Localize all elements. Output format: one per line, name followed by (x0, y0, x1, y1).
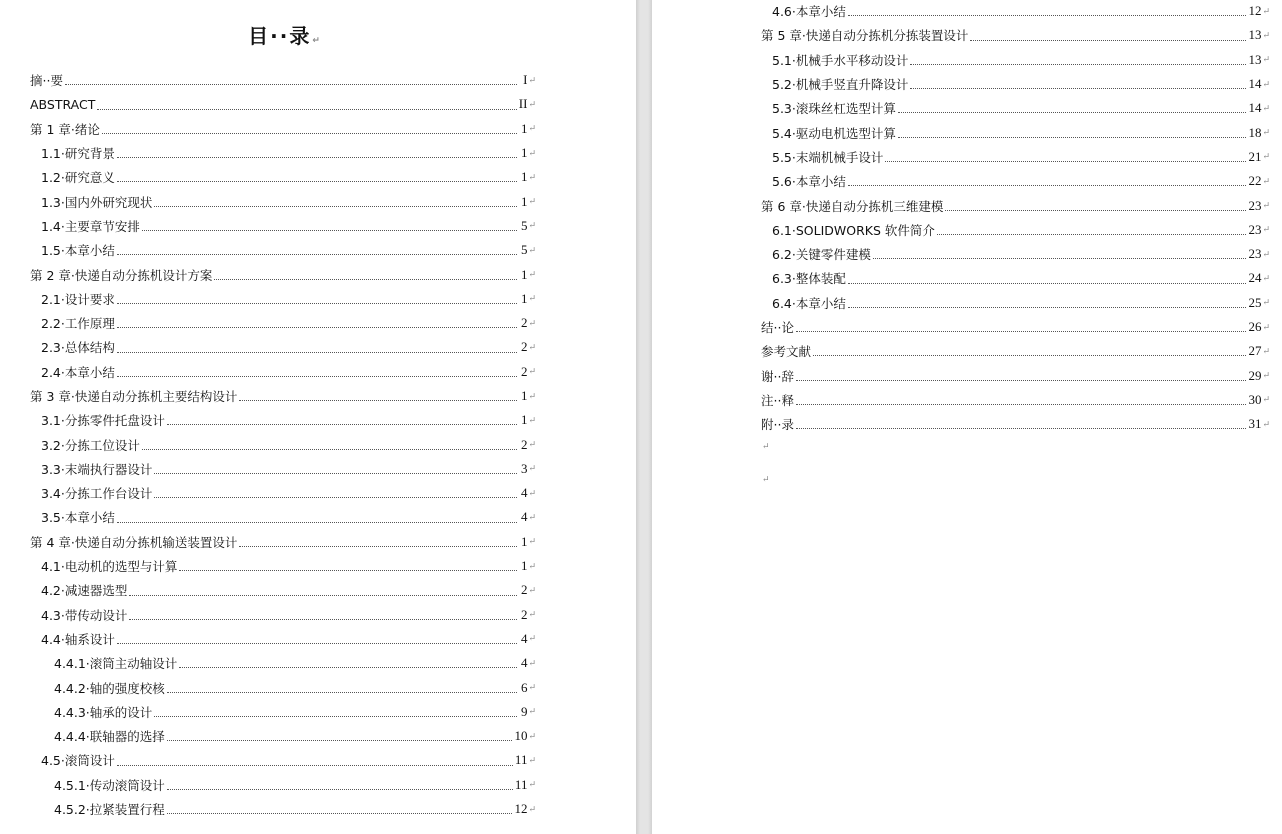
toc-entry-label: 2.1·设计要求 (41, 291, 115, 307)
toc-entry[interactable] (30, 360, 536, 384)
toc-entry-page-number: 11 (514, 752, 528, 768)
dot-leader (848, 307, 1247, 308)
toc-entry-label: 5.4·驱动电机选型计算 (772, 125, 896, 141)
paragraph-mark: ↵ (528, 754, 536, 765)
dot-leader (848, 283, 1247, 284)
toc-entry-page-number: 2 (520, 363, 528, 379)
paragraph-mark: ↵ (528, 390, 536, 401)
paragraph-mark: ↵ (1262, 272, 1270, 283)
toc-entry-label: 4.4.1·滚筒主动轴设计 (54, 656, 178, 672)
paragraph-mark: ↵ (1262, 418, 1270, 429)
toc-entry[interactable] (761, 218, 1270, 242)
dot-leader (154, 497, 517, 498)
paragraph-mark: ↵ (528, 366, 536, 377)
paragraph-mark: ↵ (528, 220, 536, 231)
dot-leader (796, 428, 1247, 429)
toc-entry-label: 3.1·分拣零件托盘设计 (41, 413, 165, 429)
toc-entry[interactable] (761, 120, 1270, 144)
toc-entry-label: 5.1·机械手水平移动设计 (772, 52, 909, 68)
dot-leader (142, 230, 518, 231)
toc-entry-label: 参考文献 (761, 344, 812, 360)
toc-entry-label: 5.5·末端机械手设计 (772, 149, 884, 165)
toc-entry[interactable] (30, 603, 536, 627)
toc-entry-page-number: 22 (1248, 173, 1262, 189)
toc-entry[interactable] (761, 0, 1270, 23)
toc-entry[interactable] (30, 578, 536, 602)
toc-entry-page-number: 2 (520, 339, 528, 355)
paragraph-mark: ↵ (528, 341, 536, 352)
toc-entry[interactable] (30, 92, 536, 116)
toc-entry[interactable] (30, 505, 536, 529)
paragraph-mark: ↵ (1262, 102, 1270, 113)
paragraph-mark: ↵ (528, 803, 536, 814)
toc-entry-page-number: 1 (520, 193, 528, 209)
toc-entry-label: 3.3·末端执行器设计 (41, 461, 153, 477)
toc-entry-label: 第 6 章·快递自动分拣机三维建模 (761, 198, 944, 214)
empty-paragraph-mark: ↵ (762, 474, 770, 484)
toc-entry[interactable] (30, 554, 536, 578)
toc-entry-page-number: 23 (1248, 246, 1262, 262)
paragraph-mark: ↵ (1262, 321, 1270, 332)
toc-entry[interactable] (30, 457, 536, 481)
dot-leader (167, 789, 513, 790)
dot-leader (214, 279, 517, 280)
toc-entry-page-number: 23 (1248, 221, 1262, 237)
toc-entry-label: 附··录 (761, 417, 794, 433)
dot-leader (239, 400, 517, 401)
toc-entry[interactable] (761, 169, 1270, 193)
toc-entry[interactable] (30, 68, 536, 92)
toc-entry-label: 第 1 章·绪论 (30, 121, 100, 137)
toc-entry[interactable] (761, 48, 1270, 72)
toc-entry[interactable] (761, 145, 1270, 169)
toc-entry-page-number: 11 (514, 776, 528, 792)
dot-leader (117, 352, 518, 353)
toc-entry-page-number: 1 (520, 533, 528, 549)
toc-entry-page-number: 18 (1248, 124, 1262, 140)
toc-entry-page-number: 2 (520, 315, 528, 331)
dot-leader (117, 181, 518, 182)
toc-entry[interactable] (761, 23, 1270, 47)
toc-entry-page-number: 31 (1248, 416, 1262, 432)
toc-entry-label: 6.3·整体装配 (772, 271, 846, 287)
toc-entry[interactable] (30, 724, 536, 748)
paragraph-mark: ↵ (528, 584, 536, 595)
dot-leader (97, 109, 516, 110)
paragraph-mark: ↵ (528, 560, 536, 571)
toc-entry-label: 4.5.2·拉紧装置行程 (54, 802, 165, 818)
dot-leader (873, 258, 1247, 259)
toc-entry-page-number: 4 (520, 509, 528, 525)
paragraph-mark: ↵ (1262, 224, 1270, 235)
toc-entry-page-number: 14 (1248, 76, 1262, 92)
toc-entry-label: 4.1·电动机的选型与计算 (41, 559, 178, 575)
toc-entry[interactable] (30, 335, 536, 359)
toc-entry-page-number: 1 (520, 145, 528, 161)
dot-leader (102, 133, 518, 134)
toc-entry-page-number: 29 (1248, 367, 1262, 383)
toc-entry-label: ABSTRACT (30, 96, 96, 112)
dot-leader (117, 376, 518, 377)
toc-entry[interactable] (30, 214, 536, 238)
toc-entry-page-number: 4 (520, 630, 528, 646)
toc-entry-label: 5.3·滚珠丝杠选型计算 (772, 101, 896, 117)
paragraph-mark: ↵ (528, 536, 536, 547)
toc-entry-page-number: 12 (514, 801, 528, 817)
toc-entry[interactable] (30, 287, 536, 311)
toc-entry-page-number: 13 (1248, 51, 1262, 67)
paragraph-mark: ↵ (528, 682, 536, 693)
toc-entry-page-number: 13 (1248, 27, 1262, 43)
paragraph-mark: ↵ (1262, 370, 1270, 381)
toc-entry-label: 4.5·滚筒设计 (41, 753, 115, 769)
dot-leader (898, 112, 1247, 113)
paragraph-mark: ↵ (528, 730, 536, 741)
page-gutter (636, 0, 652, 834)
toc-entry-page-number: 1 (520, 388, 528, 403)
paragraph-mark: ↵ (528, 293, 536, 304)
toc-entry-page-number: 1 (520, 290, 528, 306)
paragraph-mark: ↵ (528, 706, 536, 717)
dot-leader (848, 185, 1247, 186)
toc-entry-label: 1.4·主要章节安排 (41, 218, 140, 234)
toc-entry[interactable] (761, 72, 1270, 96)
toc-entry-label: 谢··辞 (761, 368, 794, 384)
toc-entry-label: 1.2·研究意义 (41, 170, 115, 186)
paragraph-mark: ↵ (528, 609, 536, 620)
paragraph-mark: ↵ (1262, 248, 1270, 259)
toc-entry-page-number: 14 (1248, 100, 1262, 116)
dot-leader (885, 161, 1246, 162)
toc-entry-page-number: 9 (520, 703, 528, 719)
paragraph-mark: ↵ (1262, 54, 1270, 65)
toc-entry-page-number: 12 (1248, 3, 1262, 19)
dot-leader (937, 234, 1247, 235)
toc-entry[interactable] (761, 242, 1270, 266)
paragraph-mark: ↵ (528, 414, 536, 425)
toc-entry-label: 2.4·本章小结 (41, 364, 115, 380)
toc-entry-page-number: 27 (1248, 343, 1262, 359)
toc-entry[interactable] (30, 165, 536, 189)
toc-entry-page-number: 1 (520, 169, 528, 185)
toc-entry[interactable] (761, 96, 1270, 120)
toc-entry-label: 第 2 章·快递自动分拣机设计方案 (30, 267, 213, 283)
toc-entry[interactable] (761, 291, 1270, 315)
paragraph-mark: ↵ (1262, 78, 1270, 89)
toc-entry-label: 结··论 (761, 320, 794, 335)
toc-entry[interactable] (30, 530, 536, 554)
dot-leader (898, 137, 1247, 138)
dot-leader (179, 570, 517, 571)
dot-leader (117, 303, 518, 304)
dot-leader (167, 424, 518, 425)
toc-entry-label: 3.5·本章小结 (41, 510, 115, 526)
toc-entry-label: 3.2·分拣工位设计 (41, 437, 140, 453)
toc-entry-page-number: 24 (1248, 270, 1262, 286)
toc-entry-page-number: 2 (520, 582, 528, 598)
toc-entry-label: 6.1·SOLIDWORKS 软件简介 (772, 222, 935, 238)
toc-entry-label: 摘··要 (30, 73, 63, 89)
toc-entry-list-left (30, 68, 536, 821)
paragraph-mark: ↵ (1262, 151, 1270, 162)
toc-entry-label: 5.2·机械手竖直升降设计 (772, 77, 909, 93)
dot-leader (796, 404, 1247, 405)
toc-entry-page-number: 1 (520, 120, 528, 136)
toc-entry-page-number: 30 (1248, 391, 1262, 407)
paragraph-mark: ↵ (528, 317, 536, 328)
dot-leader (813, 355, 1246, 356)
paragraph-mark: ↵ (528, 487, 536, 498)
toc-entry-label: 5.6·本章小结 (772, 174, 846, 190)
toc-entry-page-number: 4 (520, 485, 528, 501)
paragraph-mark: ↵ (528, 98, 536, 109)
toc-entry[interactable] (761, 388, 1270, 412)
toc-entry[interactable] (30, 773, 536, 797)
toc-entry[interactable] (30, 651, 536, 675)
toc-entry-page-number: 6 (520, 679, 528, 695)
toc-entry-list-right (761, 0, 1270, 436)
toc-entry-label: 1.3·国内外研究现状 (41, 194, 153, 210)
toc-title: 目··录↵ (248, 24, 322, 48)
toc-entry[interactable] (761, 339, 1270, 363)
dot-leader (142, 449, 518, 450)
document-page-right (652, 0, 1282, 834)
toc-entry[interactable] (30, 748, 536, 772)
toc-entry[interactable] (30, 700, 536, 724)
toc-entry[interactable] (761, 315, 1270, 339)
toc-entry-label: 1.1·研究背景 (41, 146, 115, 162)
dot-leader (167, 813, 513, 814)
toc-entry-label: 4.6·本章小结 (772, 4, 846, 20)
dot-leader (910, 64, 1246, 65)
toc-entry[interactable] (30, 141, 536, 165)
dot-leader (796, 380, 1247, 381)
toc-entry[interactable] (30, 117, 536, 141)
toc-entry-label: 1.5·本章小结 (41, 243, 115, 259)
toc-entry-page-number: 1 (520, 412, 528, 428)
toc-entry-label: 2.3·总体结构 (41, 340, 115, 356)
toc-entry-label: 第 5 章·快递自动分拣机分拣装置设计 (761, 28, 969, 44)
toc-entry-label: 2.2·工作原理 (41, 316, 115, 332)
toc-entry[interactable] (30, 311, 536, 335)
paragraph-mark: ↵ (312, 36, 322, 46)
toc-entry[interactable] (761, 412, 1270, 436)
paragraph-mark: ↵ (1262, 29, 1270, 40)
toc-entry[interactable] (30, 238, 536, 262)
toc-entry-label: 4.3·带传动设计 (41, 607, 128, 623)
toc-entry-page-number: II (518, 96, 528, 112)
paragraph-mark: ↵ (528, 439, 536, 450)
dot-leader (970, 40, 1246, 41)
paragraph-mark: ↵ (1262, 200, 1270, 211)
paragraph-mark: ↵ (1262, 297, 1270, 308)
toc-entry-label: 6.2·关键零件建模 (772, 247, 871, 263)
dot-leader (117, 522, 518, 523)
paragraph-mark: ↵ (1262, 394, 1270, 405)
dot-leader (945, 210, 1246, 211)
document-page-left (0, 0, 636, 834)
toc-entry-page-number: 26 (1248, 319, 1262, 334)
dot-leader (129, 619, 517, 620)
dot-leader (117, 157, 518, 158)
dot-leader (848, 15, 1247, 16)
paragraph-mark: ↵ (528, 123, 536, 134)
toc-entry[interactable] (761, 193, 1270, 217)
paragraph-mark: ↵ (1262, 5, 1270, 16)
toc-entry-page-number: 1 (520, 558, 528, 574)
toc-entry-page-number: 3 (520, 460, 528, 476)
dot-leader (154, 716, 517, 717)
toc-entry[interactable] (30, 675, 536, 699)
toc-entry-label: 4.4.3·轴承的设计 (54, 704, 153, 720)
paragraph-mark: ↵ (528, 147, 536, 158)
toc-entry[interactable] (30, 262, 536, 286)
toc-entry-page-number: 2 (520, 436, 528, 452)
dot-leader (117, 643, 518, 644)
dot-leader (167, 692, 518, 693)
toc-entry[interactable] (30, 408, 536, 432)
dot-leader (117, 327, 518, 328)
dot-leader (239, 546, 517, 547)
dot-leader (117, 765, 513, 766)
toc-entry[interactable] (761, 363, 1270, 387)
paragraph-mark: ↵ (528, 657, 536, 668)
toc-entry-label: 4.5.1·传动滚筒设计 (54, 777, 165, 793)
toc-entry-page-number: 4 (520, 655, 528, 671)
paragraph-mark: ↵ (528, 779, 536, 790)
paragraph-mark: ↵ (528, 269, 536, 280)
paragraph-mark: ↵ (1262, 127, 1270, 138)
toc-entry-page-number: 23 (1248, 197, 1262, 213)
paragraph-mark: ↵ (1262, 175, 1270, 186)
paragraph-mark: ↵ (528, 196, 536, 207)
toc-entry-label: 3.4·分拣工作台设计 (41, 486, 153, 502)
toc-entry-label: 第 3 章·快递自动分拣机主要结构设计 (30, 389, 238, 404)
toc-entry-label: 第 4 章·快递自动分拣机输送装置设计 (30, 534, 238, 550)
dot-leader (154, 473, 517, 474)
toc-entry-page-number: 21 (1248, 148, 1262, 164)
toc-entry[interactable] (30, 189, 536, 213)
toc-entry-page-number: 5 (520, 217, 528, 233)
toc-entry-label: 6.4·本章小结 (772, 295, 846, 311)
toc-entry-label: 4.4.4·联轴器的选择 (54, 729, 165, 745)
paragraph-mark: ↵ (528, 171, 536, 182)
toc-entry-page-number: 25 (1248, 294, 1262, 310)
toc-entry-label: 4.4·轴系设计 (41, 631, 115, 647)
paragraph-mark: ↵ (1262, 345, 1270, 356)
paragraph-mark: ↵ (528, 511, 536, 522)
toc-entry[interactable] (30, 481, 536, 505)
toc-entry-page-number: 1 (520, 266, 528, 282)
paragraph-mark: ↵ (528, 74, 536, 85)
dot-leader (65, 84, 518, 85)
dot-leader (117, 254, 518, 255)
paragraph-mark: ↵ (528, 244, 536, 255)
toc-entry[interactable] (761, 266, 1270, 290)
dot-leader (129, 595, 517, 596)
toc-entry-page-number: 10 (514, 728, 528, 744)
dot-leader (910, 88, 1246, 89)
toc-entry-label: 4.2·减速器选型 (41, 583, 128, 599)
paragraph-mark: ↵ (528, 463, 536, 474)
dot-leader (796, 331, 1247, 332)
toc-entry[interactable] (30, 797, 536, 821)
toc-entry-page-number: 5 (520, 242, 528, 258)
dot-leader (167, 740, 513, 741)
toc-entry-page-number: I (523, 72, 528, 88)
paragraph-mark: ↵ (528, 633, 536, 644)
toc-entry[interactable] (30, 432, 536, 456)
empty-paragraph-mark: ↵ (762, 441, 770, 451)
toc-entry-page-number: 2 (520, 606, 528, 622)
toc-entry[interactable] (30, 384, 536, 408)
toc-entry-label: 注··释 (761, 392, 794, 408)
dot-leader (179, 667, 517, 668)
toc-entry[interactable] (30, 627, 536, 651)
dot-leader (154, 206, 517, 207)
toc-entry-label: 4.4.2·轴的强度校核 (54, 680, 165, 696)
